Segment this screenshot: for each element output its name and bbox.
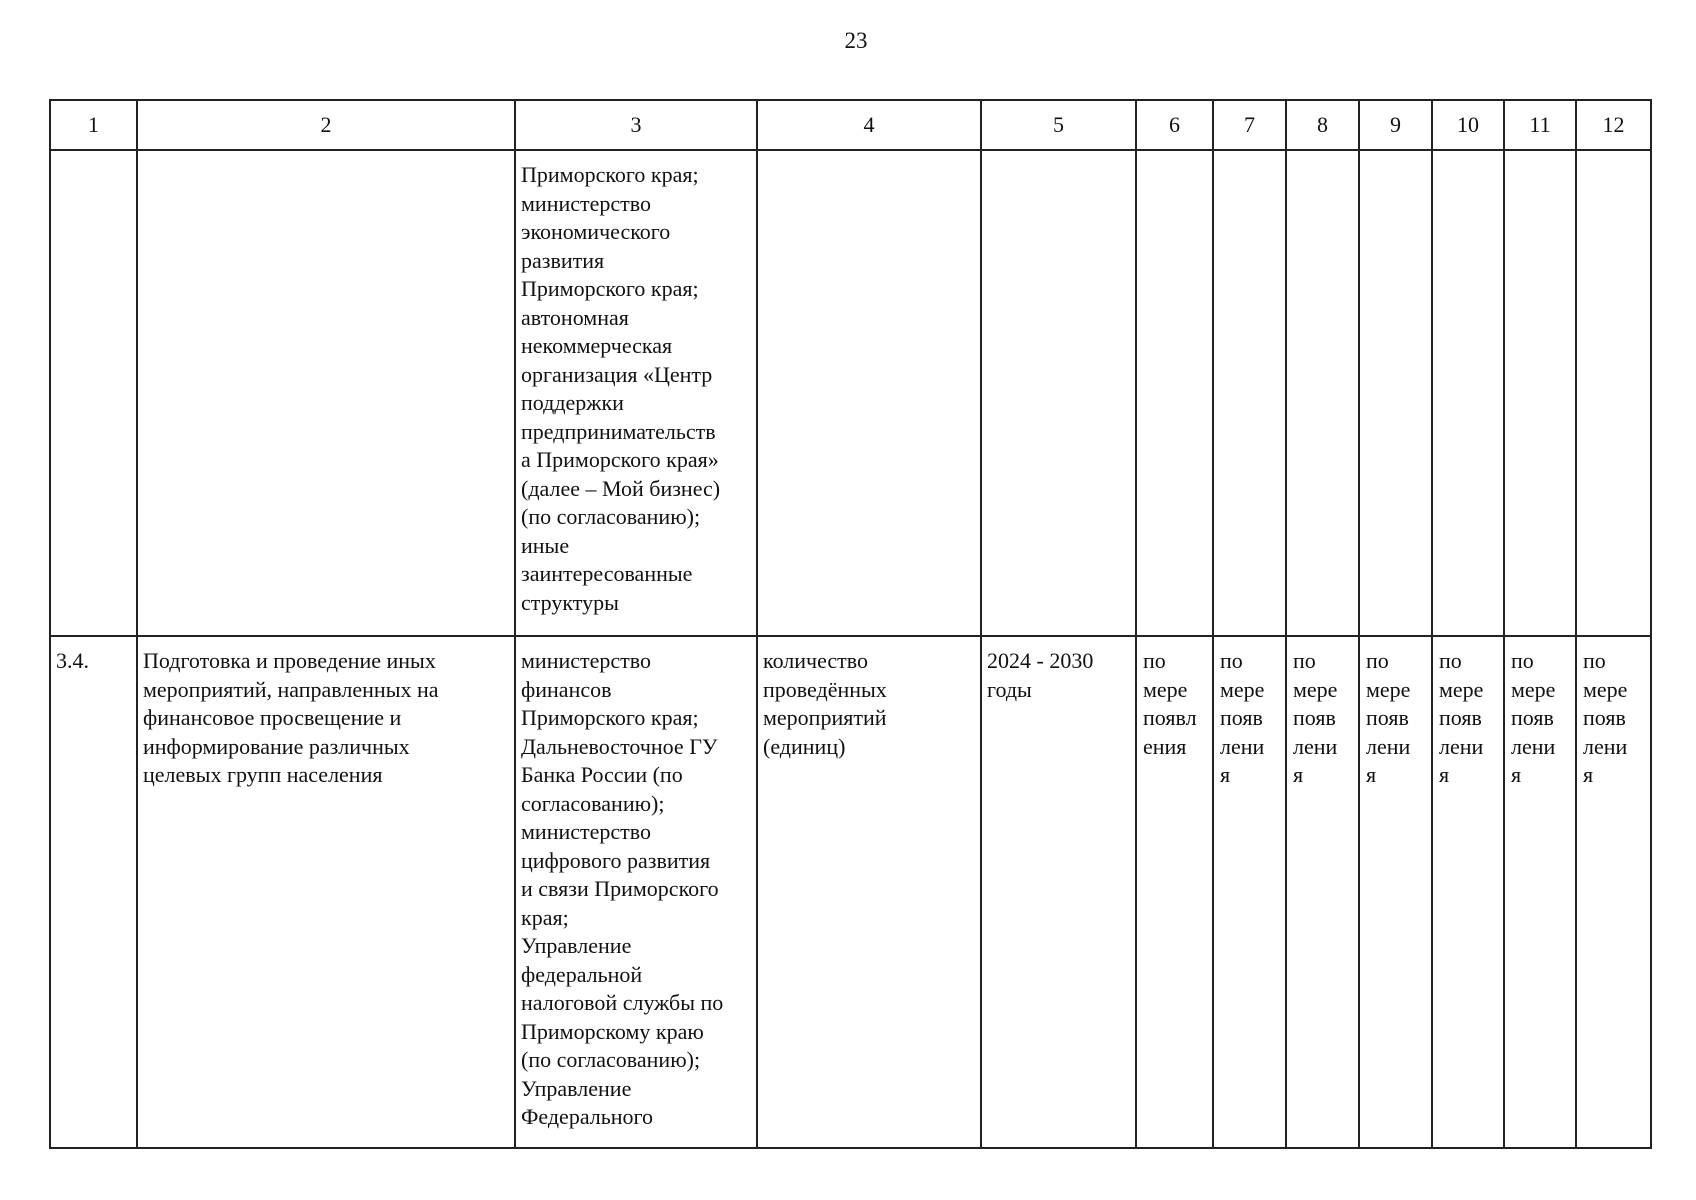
cell-year-7: по мере появ лени я [1213,636,1286,1148]
cell-activity [137,150,515,636]
cell-year-11: по мере появ лени я [1504,636,1576,1148]
cell-number [50,150,137,636]
cell-year-6 [1136,150,1213,636]
header-cell-11: 11 [1504,100,1576,150]
cell-number: 3.4. [50,636,137,1148]
header-cell-8: 8 [1286,100,1359,150]
cell-period: 2024 - 2030 годы [981,636,1136,1148]
activities-table [49,99,1652,1149]
header-cell-4: 4 [757,100,981,150]
cell-year-9: по мере появ лени я [1359,636,1432,1148]
cell-period [981,150,1136,636]
cell-executors: Приморского края; министерство экономического развития Приморского края; автономная некоммерческая организация «Центр поддержки предпринимательств а Приморского края» (далее – Мой бизнес) (по согласованию); иные заинтересованные структуры [515,150,757,636]
header-cell-1: 1 [50,100,137,150]
header-cell-12: 12 [1576,100,1651,150]
cell-indicator: количество проведённых мероприятий (единиц) [757,636,981,1148]
header-cell-10: 10 [1432,100,1504,150]
cell-activity: Подготовка и проведение иных мероприятий, направленных на финансовое просвещение и информирование различных целевых групп населения [137,636,515,1148]
cell-year-11 [1504,150,1576,636]
header-cell-7: 7 [1213,100,1286,150]
cell-year-6: по мере появл ения [1136,636,1213,1148]
cell-indicator [757,150,981,636]
table-header-row [50,100,1651,150]
cell-year-12: по мере появ лени я [1576,636,1651,1148]
table-row-3-4 [50,636,1651,1148]
header-cell-9: 9 [1359,100,1432,150]
table-row-continued [50,150,1651,636]
cell-year-8: по мере появ лени я [1286,636,1359,1148]
header-cell-5: 5 [981,100,1136,150]
cell-year-12 [1576,150,1651,636]
cell-year-9 [1359,150,1432,636]
cell-year-7 [1213,150,1286,636]
cell-year-8 [1286,150,1359,636]
header-cell-6: 6 [1136,100,1213,150]
cell-year-10: по мере появ лени я [1432,636,1504,1148]
cell-year-10 [1432,150,1504,636]
header-cell-3: 3 [515,100,757,150]
cell-executors: министерство финансов Приморского края; Дальневосточное ГУ Банка России (по согласованию); министерство цифрового развития и связи Приморского края; Управление федеральной налоговой службы по Приморскому краю (по согласованию); Управление Федерального [515,636,757,1148]
page-number: 23 [844,28,868,53]
header-cell-2: 2 [137,100,515,150]
